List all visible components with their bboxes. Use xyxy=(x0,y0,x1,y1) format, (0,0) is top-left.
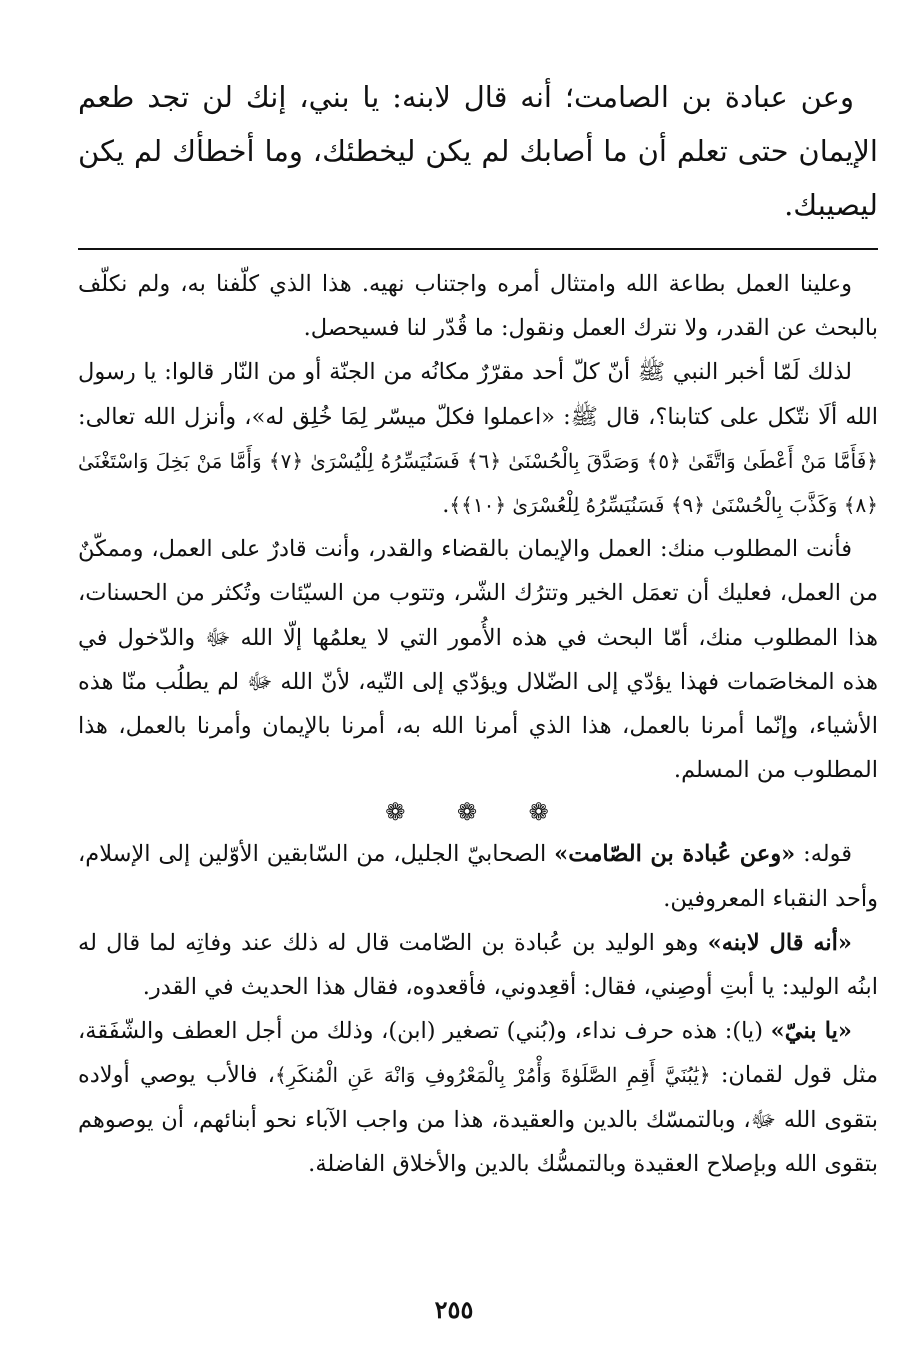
hadith-text: وعن عبادة بن الصامت؛ أنه قال لابنه: يا بني، إنك لن تجد طعم الإيمان حتى تعلم أن ما أصابك لم يكن ليخطئك، وما أخطأك لم يكن ليصيبك. xyxy=(78,80,878,222)
paragraph-2-end: . xyxy=(442,492,450,519)
paragraph-6-rest: (يا): هذه حرف نداء، و(بُني) تصغير (ابن)، وذلك من أجل العطف والشّفَقة، مثل قول لقمان: xyxy=(78,1018,878,1089)
paragraph-4-rest: الصحابيّ الجليل، من السّابقين الأوّلين إلى الإسلام، وأحد النقباء المعروفين. xyxy=(78,841,878,912)
paragraph-5-quote: «أنه قال لابنه» xyxy=(707,929,852,956)
paragraph-5-rest: وهو الوليد بن عُبادة بن الصّامت قال له ذلك عند وفاتِه لما قال له ابنُه الوليد: يا أبتِ أوصِني، فقال: أقعِدوني، فأقعدوه، فقال هذا الحديث في القدر. xyxy=(78,929,878,1001)
paragraph-3: فأنت المطلوب منك: العمل والإيمان بالقضاء والقدر، وأنت قادرٌ على العمل، وممكّنٌ من العمل، فعليك أن تعمَل الخير وتترُك الشّر، وتتوب من السيّئات وتُكثر من الحسنات، هذا المطلوب منك، أمّا البحث في هذه الأُمور التي لا يعلمُها إلّا الله ﷻ والدّخول في هذه المخاصَمات فهذا يؤدّي إلى الضّلال ويؤدّي إلى التّيه، لأنّ الله ﷻ لم يطلُب منّا هذه الأشياء، وإنّما أمرنا بالعمل، هذا الذي أمرنا الله به، أمرنا بالإيمان وأمرنا بالعمل، هذا المطلوب من المسلم. xyxy=(78,536,878,784)
quran-verses-al-layl: ﴿فَأَمَّا مَنْ أَعْطَىٰ وَاتَّقَىٰ ﴿٥﴾ وَصَدَّقَ بِالْحُسْنَىٰ ﴿٦﴾ فَسَنُيَسِّرُهُ لِلْيُسْرَىٰ ﴿٧﴾ وَأَمَّا مَنْ بَخِلَ وَاسْتَغْنَىٰ ﴿٨﴾ وَكَذَّبَ بِالْحُسْنَىٰ ﴿٩﴾ فَسَنُيَسِّرُهُ لِلْعُسْرَىٰ ﴿١٠﴾﴾ xyxy=(78,448,878,518)
paragraph-6 xyxy=(78,1009,878,1186)
paragraph-4-prefix: قوله: xyxy=(795,841,852,868)
paragraph-4 xyxy=(78,832,878,920)
paragraph-2-intro: لذلك لَمّا أخبر النبي ﷺ أنّ كلّ أحد مقرّرٌ مكانُه من الجنّة أو من النّار قالوا: يا رسول الله ألَا نتّكل على كتابنا؟، قال ﷺ: «اعملوا فكلّ ميسّر لِمَا خُلِق له»، وأنزل الله تعالى: xyxy=(78,359,878,430)
paragraph-6-end: ، فالأب يوصي أولاده بتقوى الله ﷻ، وبالتمسّك بالدين والعقيدة، هذا من واجب الآباء نحو أبنائهم، أن يوصوهم بتقوى الله وبإصلاح العقيدة وبالتمسُّك بالدين والأخلاق الفاضلة. xyxy=(78,1062,878,1177)
ornament-divider: ❁ ❁ ❁ xyxy=(385,798,571,827)
separator-rule xyxy=(78,248,878,250)
quran-verse-luqman: ﴿يَٰبُنَيَّ أَقِمِ الصَّلَوٰةَ وَأْمُرْ بِالْمَعْرُوفِ وَانْهَ عَنِ الْمُنكَرِ﴾ xyxy=(274,1063,711,1088)
paragraph-4-quote: «وعن عُبادة بن الصّامت» xyxy=(554,841,796,868)
page-number: ٢٥٥ xyxy=(434,1295,474,1324)
paragraph-2 xyxy=(78,350,878,527)
paragraph-5 xyxy=(78,921,878,1009)
paragraph-1: وعلينا العمل بطاعة الله وامتثال أمره واجتناب نهيه. هذا الذي كلّفنا به، ولم نكلّف بالبحث عن القدر، ولا نترك العمل ونقول: ما قُدّر لنا فسيحصل. xyxy=(78,271,878,342)
page-body xyxy=(78,70,878,1186)
paragraph-6-quote: «يا بنيّ» xyxy=(770,1018,852,1045)
